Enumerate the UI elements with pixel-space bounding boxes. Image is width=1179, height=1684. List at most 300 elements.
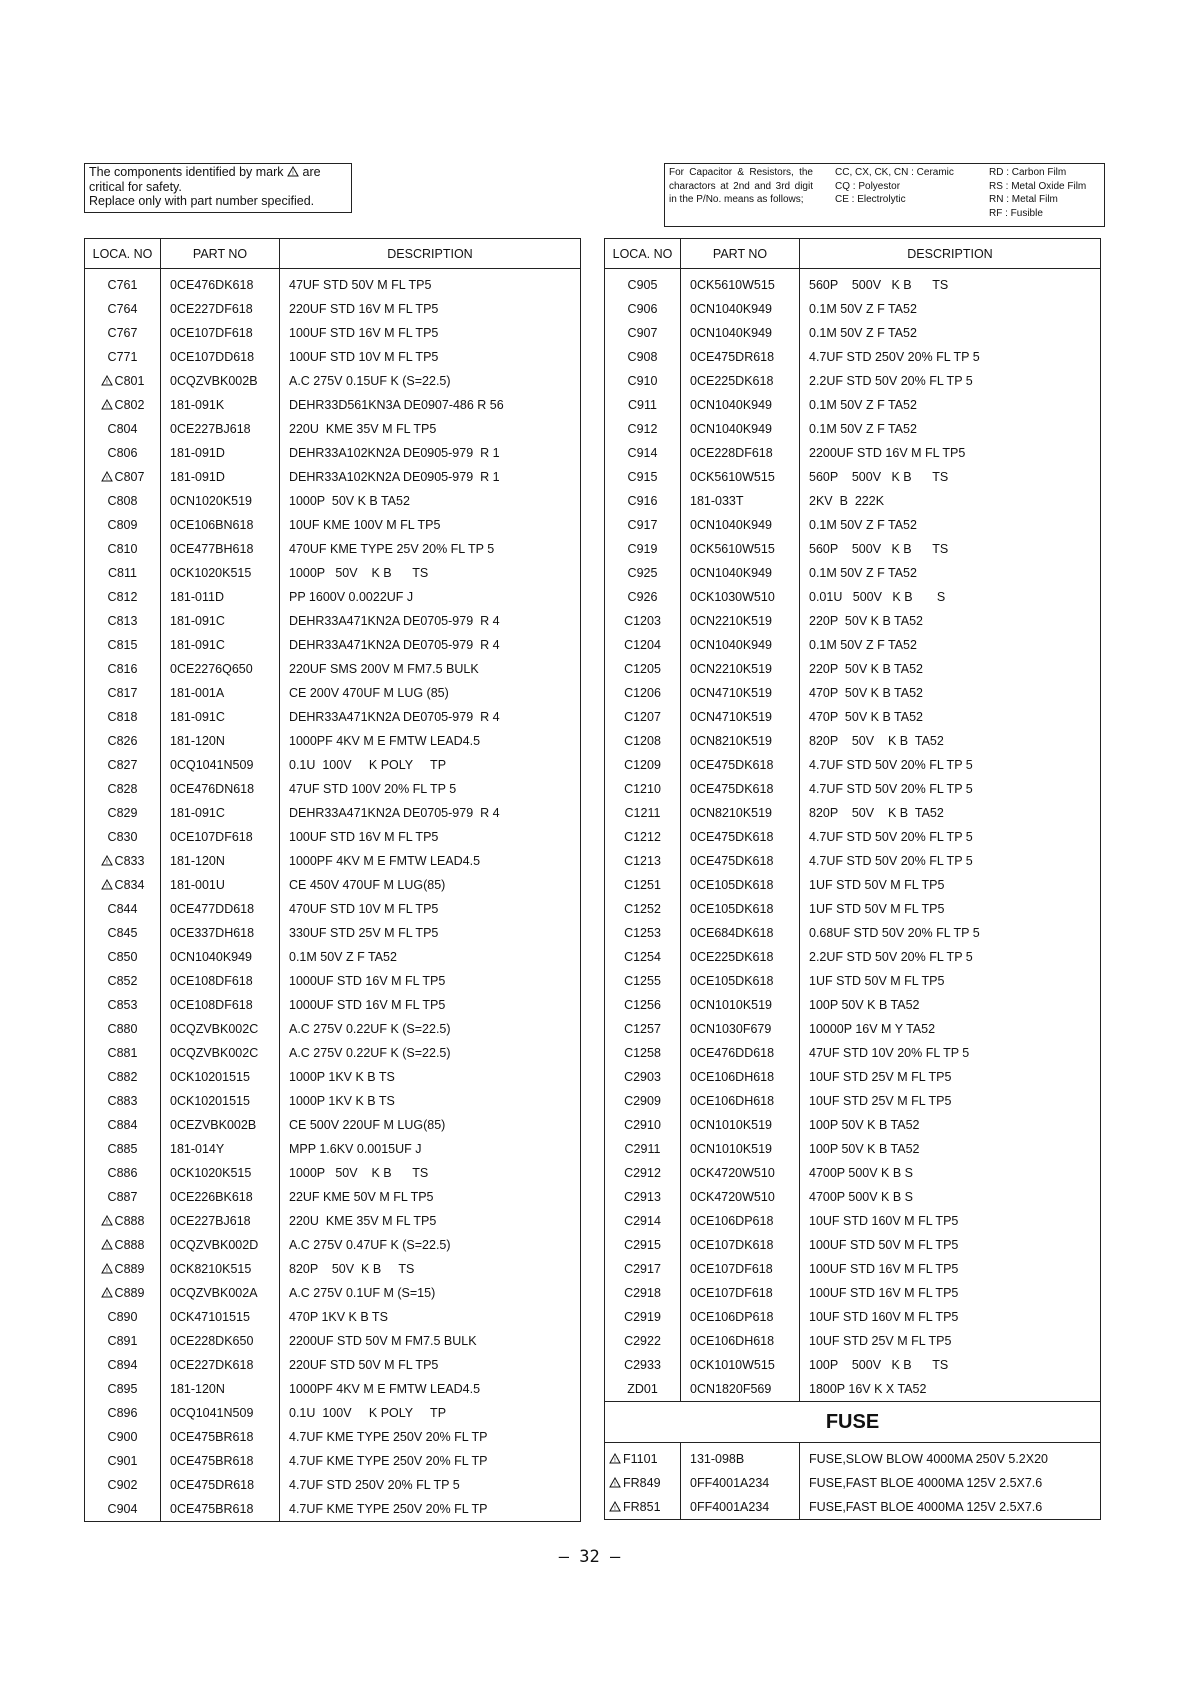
- cell-description: 1000P 50V K B TS: [280, 1161, 581, 1185]
- legend-resistor-codes: [989, 166, 1086, 220]
- cell-description: A.C 275V 0.22UF K (S=22.5): [280, 1041, 581, 1065]
- cell-loca-no: C1206: [605, 681, 681, 705]
- cell-description: PP 1600V 0.0022UF J: [280, 585, 581, 609]
- cell-part-no: 0CE475DR618: [681, 345, 800, 369]
- cell-loca-no: ! C802: [85, 393, 161, 417]
- cell-description: 220P 50V K B TA52: [800, 657, 1101, 681]
- cell-loca-no: C895: [85, 1377, 161, 1401]
- cell-part-no: 0CN1820F569: [681, 1377, 800, 1402]
- table-row: [85, 1449, 581, 1473]
- cell-part-no: 0CE337DH618: [161, 921, 280, 945]
- legend-code: RN : Metal Film: [989, 194, 1058, 205]
- table-row: [85, 345, 581, 369]
- cell-loca-no: C912: [605, 417, 681, 441]
- svg-text:!: !: [105, 1267, 108, 1274]
- cell-part-no: 0CE476DD618: [681, 1041, 800, 1065]
- cell-description: 4700P 500V K B S: [800, 1161, 1101, 1185]
- cell-loca-no: C917: [605, 513, 681, 537]
- table-row: [605, 585, 1101, 609]
- cell-part-no: 0CN1040K949: [681, 417, 800, 441]
- legend-code: CC, CX, CK, CN : Ceramic: [835, 167, 954, 178]
- cell-loca-no: ! C833: [85, 849, 161, 873]
- cell-part-no: 181-091D: [161, 465, 280, 489]
- cell-loca-no: C2903: [605, 1065, 681, 1089]
- warning-triangle-icon: [101, 399, 113, 410]
- table-row: [85, 729, 581, 753]
- cell-description: 1800P 16V K X TA52: [800, 1377, 1101, 1402]
- cell-part-no: 0CQ1041N509: [161, 753, 280, 777]
- table-row: [85, 1329, 581, 1353]
- table-row: [85, 1377, 581, 1401]
- table-row: [85, 1401, 581, 1425]
- table-row: [605, 993, 1101, 1017]
- cell-description: 220UF STD 50V M FL TP5: [280, 1353, 581, 1377]
- cell-part-no: 0CE106BN618: [161, 513, 280, 537]
- cell-loca-no: C916: [605, 489, 681, 513]
- cell-description: 0.68UF STD 50V 20% FL TP 5: [800, 921, 1101, 945]
- table-row: [85, 1281, 581, 1305]
- cell-part-no: 0CE225DK618: [681, 369, 800, 393]
- cell-part-no: 0CN2210K519: [681, 657, 800, 681]
- cell-loca-no: C844: [85, 897, 161, 921]
- cell-description: 2200UF STD 50V M FM7.5 BULK: [280, 1329, 581, 1353]
- table-row: [605, 1281, 1101, 1305]
- cell-part-no: 0CE105DK618: [681, 873, 800, 897]
- cell-description: 100UF STD 16V M FL TP5: [280, 825, 581, 849]
- svg-text:!: !: [105, 859, 108, 866]
- cell-part-no: 0CN8210K519: [681, 801, 800, 825]
- cell-description: 560P 500V K B TS: [800, 269, 1101, 298]
- svg-text:!: !: [105, 883, 108, 890]
- cell-part-no: 0CE106DP618: [681, 1305, 800, 1329]
- table-row: [605, 969, 1101, 993]
- cell-description: 470UF KME TYPE 25V 20% FL TP 5: [280, 537, 581, 561]
- cell-loca-no: C813: [85, 609, 161, 633]
- cell-description: 0.01U 500V K B S: [800, 585, 1101, 609]
- cell-description: 820P 50V K B TA52: [800, 729, 1101, 753]
- table-row: [85, 489, 581, 513]
- cell-part-no: 0CE475DR618: [161, 1473, 280, 1497]
- table-row: [605, 753, 1101, 777]
- cell-part-no: 0CE476DK618: [161, 269, 280, 298]
- warning-triangle-icon: [101, 879, 113, 890]
- cell-description: 1000UF STD 16V M FL TP5: [280, 969, 581, 993]
- table-row: [605, 369, 1101, 393]
- cell-loca-no: ! C888: [85, 1233, 161, 1257]
- cell-part-no: 0CE107DD618: [161, 345, 280, 369]
- table-row: [605, 1257, 1101, 1281]
- cell-part-no: 0CE107DF618: [681, 1257, 800, 1281]
- column-header-part-no: PART NO: [681, 239, 800, 269]
- cell-description: 100P 50V K B TA52: [800, 993, 1101, 1017]
- cell-part-no: 0CE475DK618: [681, 849, 800, 873]
- cell-description: 100UF STD 50V M FL TP5: [800, 1233, 1101, 1257]
- cell-loca-no: C816: [85, 657, 161, 681]
- table-row: [605, 801, 1101, 825]
- table-row: [605, 1113, 1101, 1137]
- cell-description: 0.1M 50V Z F TA52: [800, 561, 1101, 585]
- cell-description: 10UF STD 25V M FL TP5: [800, 1065, 1101, 1089]
- cell-part-no: 0CN1010K519: [681, 1137, 800, 1161]
- table-row: [85, 369, 581, 393]
- cell-part-no: 0CK10201515: [161, 1065, 280, 1089]
- cell-description: DEHR33A102KN2A DE0905-979 R 1: [280, 441, 581, 465]
- table-row: [605, 609, 1101, 633]
- cell-loca-no: C1204: [605, 633, 681, 657]
- table-row: [605, 417, 1101, 441]
- cell-description: 1UF STD 50V M FL TP5: [800, 969, 1101, 993]
- cell-description: 4.7UF STD 50V 20% FL TP 5: [800, 849, 1101, 873]
- cell-description: 100UF STD 10V M FL TP5: [280, 345, 581, 369]
- cell-description: 470P 50V K B TA52: [800, 705, 1101, 729]
- warning-triangle-icon: [609, 1477, 621, 1488]
- table-header-row: [85, 239, 581, 269]
- cell-part-no: 0CN1030F679: [681, 1017, 800, 1041]
- cell-part-no: 0CK8210K515: [161, 1257, 280, 1281]
- cell-part-no: 0CN1040K949: [681, 633, 800, 657]
- cell-description: 0.1M 50V Z F TA52: [800, 417, 1101, 441]
- cell-description: FUSE,SLOW BLOW 4000MA 250V 5.2X20: [800, 1443, 1101, 1472]
- cell-description: 4700P 500V K B S: [800, 1185, 1101, 1209]
- cell-part-no: 0CE476DN618: [161, 777, 280, 801]
- cell-loca-no: ! F1101: [605, 1443, 681, 1472]
- cell-loca-no: C804: [85, 417, 161, 441]
- cell-loca-no: C1256: [605, 993, 681, 1017]
- legend-code: CQ : Polyestor: [835, 180, 901, 192]
- cell-part-no: 0CN1040K949: [681, 297, 800, 321]
- cell-loca-no: C902: [85, 1473, 161, 1497]
- table-row: [85, 657, 581, 681]
- cell-description: 47UF STD 10V 20% FL TP 5: [800, 1041, 1101, 1065]
- cell-part-no: 0CN4710K519: [681, 705, 800, 729]
- cell-description: 820P 50V K B TA52: [800, 801, 1101, 825]
- cell-part-no: 0CK5610W515: [681, 465, 800, 489]
- cell-description: 1UF STD 50V M FL TP5: [800, 897, 1101, 921]
- cell-loca-no: C1210: [605, 777, 681, 801]
- cell-loca-no: C2909: [605, 1089, 681, 1113]
- svg-text:!: !: [613, 1505, 617, 1512]
- cell-part-no: 181-091K: [161, 393, 280, 417]
- cell-loca-no: C2914: [605, 1209, 681, 1233]
- cell-part-no: 0FF4001A234: [681, 1495, 800, 1520]
- cell-loca-no: C900: [85, 1425, 161, 1449]
- cell-part-no: 0CE108DF618: [161, 969, 280, 993]
- cell-loca-no: C2919: [605, 1305, 681, 1329]
- cell-part-no: 181-014Y: [161, 1137, 280, 1161]
- cell-description: 100UF STD 16V M FL TP5: [280, 321, 581, 345]
- column-header-loca-no: LOCA. NO: [85, 239, 161, 269]
- cell-loca-no: C1209: [605, 753, 681, 777]
- table-row: [85, 1425, 581, 1449]
- table-row: [85, 513, 581, 537]
- cell-loca-no: C908: [605, 345, 681, 369]
- table-row: [85, 1209, 581, 1233]
- cell-loca-no: C2910: [605, 1113, 681, 1137]
- cell-part-no: 0FF4001A234: [681, 1471, 800, 1495]
- cell-description: 4.7UF STD 50V 20% FL TP 5: [800, 753, 1101, 777]
- cell-loca-no: C907: [605, 321, 681, 345]
- cell-part-no: 0CE228DF618: [681, 441, 800, 465]
- cell-part-no: 0CN1040K949: [681, 393, 800, 417]
- table-row: [85, 417, 581, 441]
- table-row: [85, 897, 581, 921]
- cell-description: A.C 275V 0.47UF K (S=22.5): [280, 1233, 581, 1257]
- warning-triangle-icon: [101, 375, 113, 386]
- cell-description: 10000P 16V M Y TA52: [800, 1017, 1101, 1041]
- cell-description: 560P 500V K B TS: [800, 537, 1101, 561]
- cell-part-no: 0CE107DK618: [681, 1233, 800, 1257]
- cell-description: 4.7UF KME TYPE 250V 20% FL TP: [280, 1425, 581, 1449]
- cell-part-no: 181-091C: [161, 633, 280, 657]
- cell-part-no: 0CN2210K519: [681, 609, 800, 633]
- cell-description: 1000P 1KV K B TS: [280, 1089, 581, 1113]
- table-row: [605, 489, 1101, 513]
- cell-loca-no: C812: [85, 585, 161, 609]
- table-row: [85, 585, 581, 609]
- table-row: [605, 897, 1101, 921]
- svg-text:!: !: [105, 1243, 108, 1250]
- cell-loca-no: C891: [85, 1329, 161, 1353]
- warning-triangle-icon: [609, 1501, 621, 1512]
- cell-description: DEHR33A102KN2A DE0905-979 R 1: [280, 465, 581, 489]
- table-row: [85, 1065, 581, 1089]
- svg-text:!: !: [105, 379, 108, 386]
- table-row: [605, 777, 1101, 801]
- cell-loca-no: C808: [85, 489, 161, 513]
- fuse-section-title: FUSE: [605, 1402, 1101, 1443]
- cell-part-no: 0CK10201515: [161, 1089, 280, 1113]
- cell-part-no: 0CE475DK618: [681, 825, 800, 849]
- cell-loca-no: C764: [85, 297, 161, 321]
- svg-text:!: !: [105, 1291, 108, 1298]
- cell-loca-no: C828: [85, 777, 161, 801]
- cell-description: 470UF STD 10V M FL TP5: [280, 897, 581, 921]
- parts-table-right: [604, 238, 1101, 1520]
- table-row: [85, 1305, 581, 1329]
- cell-description: 470P 1KV K B TS: [280, 1305, 581, 1329]
- cell-loca-no: C830: [85, 825, 161, 849]
- table-row: [605, 681, 1101, 705]
- cell-part-no: 0CE227DF618: [161, 297, 280, 321]
- cell-loca-no: C2922: [605, 1329, 681, 1353]
- column-header-part-no: PART NO: [161, 239, 280, 269]
- cell-loca-no: C806: [85, 441, 161, 465]
- cell-loca-no: C926: [605, 585, 681, 609]
- cell-loca-no: C767: [85, 321, 161, 345]
- table-row: [605, 1161, 1101, 1185]
- cell-part-no: 0CK4720W510: [681, 1185, 800, 1209]
- cell-description: 4.7UF STD 50V 20% FL TP 5: [800, 825, 1101, 849]
- cell-loca-no: C1253: [605, 921, 681, 945]
- table-row: [605, 393, 1101, 417]
- cell-part-no: 0CE2276Q650: [161, 657, 280, 681]
- safety-note-line2: critical for safety.: [89, 179, 182, 194]
- cell-description: 2.2UF STD 50V 20% FL TP 5: [800, 369, 1101, 393]
- cell-loca-no: C1203: [605, 609, 681, 633]
- cell-loca-no: C845: [85, 921, 161, 945]
- cell-loca-no: C890: [85, 1305, 161, 1329]
- cell-description: 0.1M 50V Z F TA52: [280, 945, 581, 969]
- table-row: [605, 345, 1101, 369]
- table-row: [85, 609, 581, 633]
- legend-code: RF : Fusible: [989, 207, 1043, 219]
- table-row: [605, 465, 1101, 489]
- legend-code: CE : Electrolytic: [835, 194, 906, 205]
- cell-description: 1000P 50V K B TS: [280, 561, 581, 585]
- cell-description: 1000P 1KV K B TS: [280, 1065, 581, 1089]
- cell-part-no: 0CQZVBK002C: [161, 1017, 280, 1041]
- cell-part-no: 0CN8210K519: [681, 729, 800, 753]
- cell-description: 100P 50V K B TA52: [800, 1113, 1101, 1137]
- cell-loca-no: C1211: [605, 801, 681, 825]
- svg-text:!: !: [105, 475, 108, 482]
- warning-triangle-icon: [287, 166, 299, 177]
- cell-part-no: 0CE106DH618: [681, 1329, 800, 1353]
- safety-note: [84, 163, 352, 213]
- cell-description: DEHR33A471KN2A DE0705-979 R 4: [280, 801, 581, 825]
- table-row: [85, 1257, 581, 1281]
- table-row: [605, 1209, 1101, 1233]
- table-row: [85, 825, 581, 849]
- cell-loca-no: ! C889: [85, 1257, 161, 1281]
- cell-part-no: 0CE227BJ618: [161, 417, 280, 441]
- fuse-section-heading-row: [605, 1402, 1101, 1443]
- table-row: [605, 705, 1101, 729]
- cell-part-no: 0CE107DF618: [681, 1281, 800, 1305]
- cell-loca-no: C1205: [605, 657, 681, 681]
- warning-triangle-icon: [101, 1263, 113, 1274]
- cell-description: 470P 50V K B TA52: [800, 681, 1101, 705]
- cell-part-no: 0CK1030W510: [681, 585, 800, 609]
- table-row: [85, 1473, 581, 1497]
- cell-description: FUSE,FAST BLOE 4000MA 125V 2.5X7.6: [800, 1471, 1101, 1495]
- cell-description: 2200UF STD 16V M FL TP5: [800, 441, 1101, 465]
- table-row: [85, 537, 581, 561]
- cell-description: 560P 500V K B TS: [800, 465, 1101, 489]
- cell-part-no: 0CK47101515: [161, 1305, 280, 1329]
- cell-part-no: 181-001A: [161, 681, 280, 705]
- svg-text:!: !: [613, 1481, 617, 1488]
- cell-part-no: 181-001U: [161, 873, 280, 897]
- cell-description: 0.1M 50V Z F TA52: [800, 633, 1101, 657]
- cell-description: 0.1M 50V Z F TA52: [800, 513, 1101, 537]
- cell-loca-no: ! FR849: [605, 1471, 681, 1495]
- cell-description: 1000PF 4KV M E FMTW LEAD4.5: [280, 1377, 581, 1401]
- table-row: [85, 801, 581, 825]
- cell-loca-no: C1207: [605, 705, 681, 729]
- cell-part-no: 0CE475BR618: [161, 1425, 280, 1449]
- cell-part-no: 0CEZVBK002B: [161, 1113, 280, 1137]
- safety-note-line3: Replace only with part number specified.: [89, 194, 315, 208]
- cell-loca-no: C925: [605, 561, 681, 585]
- cell-loca-no: C1212: [605, 825, 681, 849]
- cell-loca-no: C2915: [605, 1233, 681, 1257]
- table-row: [85, 393, 581, 417]
- cell-loca-no: C882: [85, 1065, 161, 1089]
- table-row: [85, 993, 581, 1017]
- cell-description: 820P 50V K B TS: [280, 1257, 581, 1281]
- cell-description: 0.1M 50V Z F TA52: [800, 297, 1101, 321]
- cell-part-no: 181-091D: [161, 441, 280, 465]
- cell-loca-no: C809: [85, 513, 161, 537]
- table-row: [605, 1495, 1101, 1520]
- cell-part-no: 0CE225DK618: [681, 945, 800, 969]
- table-row: [605, 269, 1101, 298]
- table-row: [605, 1065, 1101, 1089]
- cell-part-no: 181-120N: [161, 729, 280, 753]
- cell-part-no: 0CE106DH618: [681, 1089, 800, 1113]
- cell-part-no: 0CN1040K949: [681, 513, 800, 537]
- cell-description: DEHR33A471KN2A DE0705-979 R 4: [280, 633, 581, 657]
- cell-description: 4.7UF KME TYPE 250V 20% FL TP: [280, 1497, 581, 1522]
- cell-part-no: 181-091C: [161, 705, 280, 729]
- table-row: [85, 1041, 581, 1065]
- cell-description: 4.7UF STD 50V 20% FL TP 5: [800, 777, 1101, 801]
- cell-description: 0.1U 100V K POLY TP: [280, 753, 581, 777]
- cell-part-no: 0CN1010K519: [681, 1113, 800, 1137]
- cell-description: 1UF STD 50V M FL TP5: [800, 873, 1101, 897]
- cell-part-no: 0CE105DK618: [681, 897, 800, 921]
- warning-triangle-icon: [101, 1287, 113, 1298]
- cell-loca-no: C761: [85, 269, 161, 298]
- table-row: [605, 1017, 1101, 1041]
- table-row: [85, 681, 581, 705]
- cell-part-no: 181-011D: [161, 585, 280, 609]
- cell-part-no: 0CE475BR618: [161, 1449, 280, 1473]
- cell-description: 47UF STD 50V M FL TP5: [280, 269, 581, 298]
- table-row: [85, 1185, 581, 1209]
- cell-loca-no: C901: [85, 1449, 161, 1473]
- cell-part-no: 0CK5610W515: [681, 537, 800, 561]
- cell-description: 10UF STD 160V M FL TP5: [800, 1305, 1101, 1329]
- cell-loca-no: C910: [605, 369, 681, 393]
- cell-loca-no: C771: [85, 345, 161, 369]
- table-row: [85, 969, 581, 993]
- cell-part-no: 0CQZVBK002B: [161, 369, 280, 393]
- table-row: [605, 1185, 1101, 1209]
- cell-loca-no: C885: [85, 1137, 161, 1161]
- cell-part-no: 0CE227DK618: [161, 1353, 280, 1377]
- table-row: [605, 1089, 1101, 1113]
- cell-description: 0.1M 50V Z F TA52: [800, 393, 1101, 417]
- table-row: [85, 777, 581, 801]
- cell-loca-no: C811: [85, 561, 161, 585]
- cell-part-no: 0CE477DD618: [161, 897, 280, 921]
- cell-description: 220UF STD 16V M FL TP5: [280, 297, 581, 321]
- table-row: [605, 1041, 1101, 1065]
- cell-description: 10UF STD 25V M FL TP5: [800, 1329, 1101, 1353]
- column-header-loca-no: LOCA. NO: [605, 239, 681, 269]
- cell-description: DEHR33D561KN3A DE0907-486 R 56: [280, 393, 581, 417]
- cell-description: CE 450V 470UF M LUG(85): [280, 873, 581, 897]
- cell-description: 0.1M 50V Z F TA52: [800, 321, 1101, 345]
- table-row: [85, 1161, 581, 1185]
- cell-part-no: 0CE107DF618: [161, 321, 280, 345]
- cell-description: 1000P 50V K B TA52: [280, 489, 581, 513]
- cell-loca-no: C1257: [605, 1017, 681, 1041]
- cell-loca-no: C815: [85, 633, 161, 657]
- cell-loca-no: C911: [605, 393, 681, 417]
- cell-part-no: 0CE475DK618: [681, 753, 800, 777]
- cell-part-no: 0CN1040K949: [681, 561, 800, 585]
- table-row: [605, 513, 1101, 537]
- column-header-description: DESCRIPTION: [280, 239, 581, 269]
- cell-loca-no: ! C888: [85, 1209, 161, 1233]
- cell-part-no: 0CN1010K519: [681, 993, 800, 1017]
- cell-description: 1000UF STD 16V M FL TP5: [280, 993, 581, 1017]
- cell-description: 10UF KME 100V M FL TP5: [280, 513, 581, 537]
- table-row: [85, 921, 581, 945]
